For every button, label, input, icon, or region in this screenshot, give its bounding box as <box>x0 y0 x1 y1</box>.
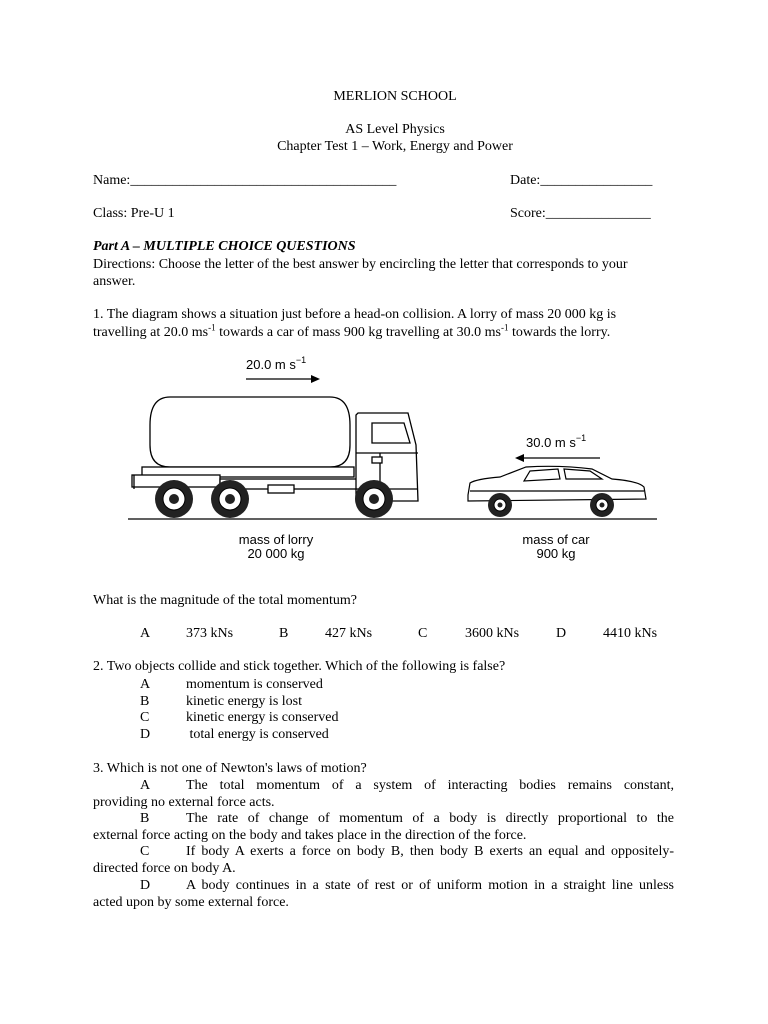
collision-diagram <box>0 345 768 585</box>
part-a-heading: Part A – MULTIPLE CHOICE QUESTIONS <box>93 239 356 254</box>
car-mass-value: 900 kg <box>536 546 576 561</box>
q1-stem-part: towards the lorry. <box>508 325 611 340</box>
car-mass-label: mass of car <box>522 532 590 547</box>
q1-option-a-text: 373 kNs <box>186 626 234 641</box>
q1-option-d-letter[interactable]: D <box>556 626 567 641</box>
q1-option-c-text: 3600 kNs <box>465 626 520 641</box>
q2-option-c-text: kinetic energy is conserved <box>186 710 339 725</box>
class-label: Class: Pre-U 1 <box>93 206 175 221</box>
q1-option-c-letter[interactable]: C <box>418 626 428 641</box>
q3-option-c-letter[interactable]: C <box>140 844 150 859</box>
q3-option-b-line-2: external force acting on the body and takes place in the direction of the force. <box>93 828 527 843</box>
directions-line-1: Directions: Choose the letter of the best answer by encircling the letter that corresponds to your <box>93 257 628 272</box>
score-label: Score: <box>510 206 546 221</box>
lorry-velocity-arrow <box>246 375 320 383</box>
lorry-speed-label: 20.0 m $s^{-1}$ <box>246 355 307 372</box>
q2-option-d-letter[interactable]: D <box>140 727 151 742</box>
lorry-mass-label: mass of lorry <box>238 532 314 547</box>
q3-option-a-letter[interactable]: A <box>140 778 151 793</box>
q1-question: What is the magnitude of the total momentum? <box>93 593 357 608</box>
q1-option-a-letter[interactable]: A <box>140 626 151 641</box>
q3-option-b-letter[interactable]: B <box>140 811 150 826</box>
q2-option-c-letter[interactable]: C <box>140 710 150 725</box>
q2-stem: 2. Two objects collide and stick together. Which of the following is false? <box>93 659 506 674</box>
directions-line-2: answer. <box>93 274 136 289</box>
q1-stem-line-2 <box>93 324 610 341</box>
q3-option-d-line-1: A body continues in a state of rest or of uniform motion in a straight line unless <box>186 878 674 893</box>
q2-option-d-text: total energy is conserved <box>186 727 329 742</box>
name-blank: ______________________________________ <box>130 173 397 188</box>
score-blank: _______________ <box>545 206 651 221</box>
q1-option-d-text: 4410 kNs <box>603 626 658 641</box>
q1-exponent: -1 <box>208 322 216 333</box>
q3-stem: 3. Which is not one of Newton's laws of motion? <box>93 761 367 776</box>
q2-option-b-letter[interactable]: B <box>140 694 150 709</box>
q3-option-a-line-2: providing no external force acts. <box>93 795 275 810</box>
q1-exponent: -1 <box>500 322 509 333</box>
score-field <box>510 205 651 222</box>
q3-option-d-letter[interactable]: D <box>140 878 151 893</box>
lorry-mass-value: 20 000 kg <box>247 546 305 561</box>
q3-option-a-line-1: The total momentum of a system of interacting bodies remains constant, <box>186 778 674 793</box>
name-label: Name: <box>93 173 131 188</box>
car-velocity-arrow <box>515 454 600 462</box>
q2-option-a-text: momentum is conserved <box>186 677 323 692</box>
test-title: Chapter Test 1 – Work, Energy and Power <box>277 139 513 154</box>
car-speed-label: 30.0 m $s^{-1}$ <box>526 433 587 450</box>
q1-stem-part: travelling at 20.0 ms <box>93 325 209 340</box>
q2-option-a-letter[interactable]: A <box>140 677 151 692</box>
date-field <box>510 172 652 189</box>
q1-stem-part: towards a car of mass 900 kg travelling at 30.0 ms <box>215 325 501 340</box>
q1-stem-line-1: 1. The diagram shows a situation just before a head-on collision. A lorry of mass 20 000 kg is <box>93 307 617 322</box>
q3-option-c-line-2: directed force on body A. <box>93 861 236 876</box>
q3-option-b-line-1: The rate of change of momentum of a body is directly proportional to the <box>186 811 674 826</box>
q2-option-b-text: kinetic energy is lost <box>186 694 302 709</box>
name-field <box>93 172 396 189</box>
date-blank: ________________ <box>540 173 653 188</box>
date-label: Date: <box>510 173 541 188</box>
course-title: AS Level Physics <box>345 122 445 137</box>
q1-option-b-text: 427 kNs <box>325 626 373 641</box>
q3-option-d-line-2: acted upon by some external force. <box>93 895 289 910</box>
q3-option-c-line-1: If body A exerts a force on body B, then body B exerts an equal and oppositely- <box>186 844 674 859</box>
q1-option-b-letter[interactable]: B <box>279 626 289 641</box>
school-name: MERLION SCHOOL <box>333 89 457 104</box>
